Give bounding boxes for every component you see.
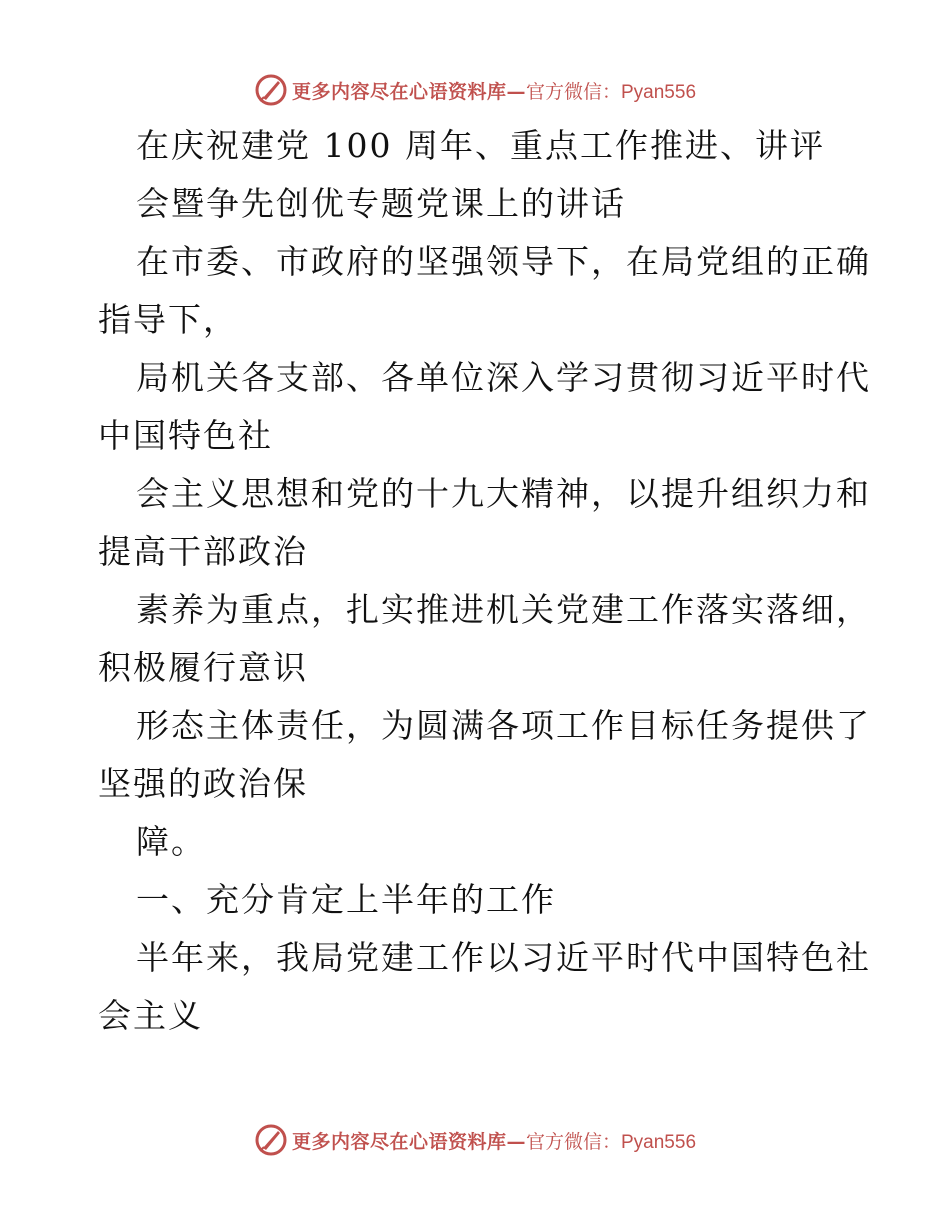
document-line: 在庆祝建党 100 周年、重点工作推进、讲评 (136, 126, 825, 165)
document-line: 会暨争先创优专题党课上的讲话 (136, 184, 626, 223)
footer-banner-wechat: 官方微信：Pyan556 (526, 1131, 697, 1153)
footer-banner-text: 更多内容尽在心语资料库— (291, 1130, 526, 1153)
document-line: 积极履行意识 (98, 648, 308, 687)
document-line: 提高干部政治 (98, 532, 308, 571)
document-body (98, 117, 871, 1045)
document-line: 在市委、市政府的坚强领导下，在局党组的正确 (136, 242, 871, 281)
quill-logo-icon (254, 1123, 288, 1157)
document-line: 坚强的政治保 (98, 764, 308, 803)
document-line: 会主义 (98, 996, 203, 1035)
header-banner-wechat: 官方微信：Pyan556 (526, 81, 697, 103)
footer-banner (0, 1120, 950, 1160)
document-line: 会主义思想和党的十九大精神，以提升组织力和 (136, 474, 871, 513)
quill-logo-icon (254, 73, 288, 107)
document-line: 形态主体责任，为圆满各项工作目标任务提供了 (136, 706, 871, 745)
document-line: 一、充分肯定上半年的工作 (136, 880, 556, 919)
header-banner (0, 70, 950, 110)
document-line: 半年来，我局党建工作以习近平时代中国特色社 (136, 938, 871, 977)
document-line: 指导下， (98, 300, 238, 339)
document-line: 素养为重点，扎实推进机关党建工作落实落细， (136, 590, 871, 629)
header-banner-text: 更多内容尽在心语资料库— (291, 80, 526, 103)
document-line: 局机关各支部、各单位深入学习贯彻习近平时代 (136, 358, 871, 397)
document-line: 障。 (136, 822, 206, 861)
document-line: 中国特色社 (98, 416, 273, 455)
